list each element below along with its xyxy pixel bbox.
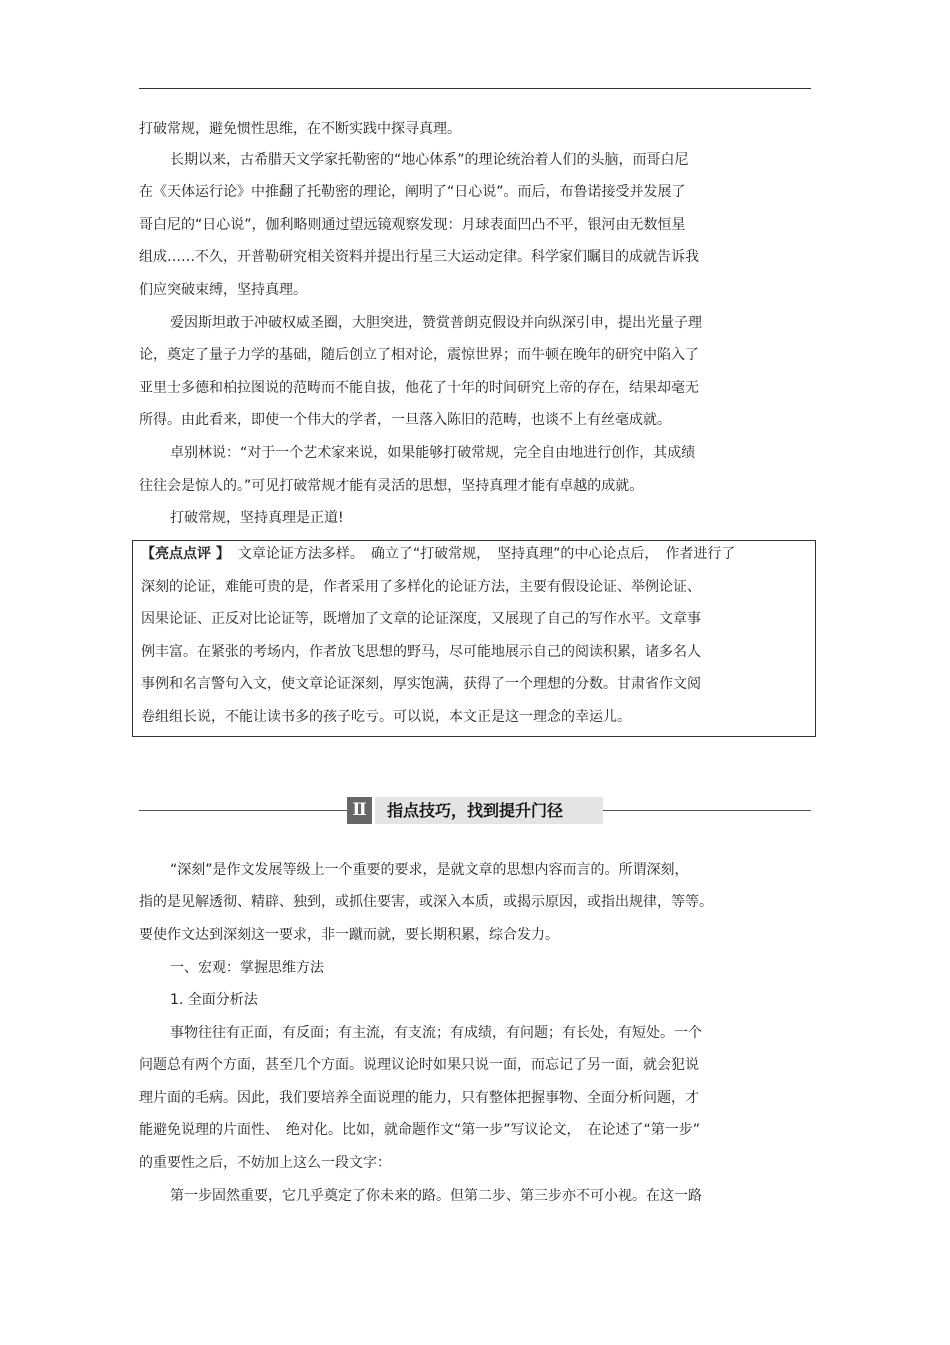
paragraph-line: 论，奠定了量子力学的基础，随后创立了相对论，震惊世界；而牛顿在晚年的研究中陷入了	[139, 347, 699, 363]
paragraph-line: “深刻”是作文发展等级上一个重要的要求，是就文章的思想内容而言的。所谓深刻，	[170, 862, 689, 878]
paragraph-line: 理片面的毛病。因此，我们要培养全面说理的能力，只有整体把握事物、全面分析问题，才	[139, 1090, 699, 1106]
comment-line: 因果论证、正反对比论证等，既增加了文章的论证深度，又展现了自己的写作水平。文章事	[141, 611, 701, 627]
comment-line: 卷组组长说，不能让读书多的孩子吃亏。可以说，本文正是这一理念的幸运儿。	[141, 709, 631, 725]
section-rule-left	[139, 810, 347, 811]
paragraph-line: 打破常规，坚持真理是正道!	[170, 510, 344, 526]
paragraph-line: 爱因斯坦敢于冲破权威圣圈，大胆突进，赞赏普朗克假设并向纵深引申，提出光量子理	[170, 315, 702, 331]
header-rule	[139, 88, 811, 89]
paragraph-line: 在《天体运行论》中推翻了托勒密的理论，阐明了“日心说”。而后，布鲁诺接受并发展了	[139, 184, 686, 200]
comment-line: 深刻的论证，难能可贵的是，作者采用了多样化的论证方法，主要有假设论证、举例论证、	[141, 579, 701, 595]
paragraph-line: 哥白尼的“日心说”，伽利略则通过望远镜观察发现：月球表面凹凸不平，银河由无数恒星	[139, 217, 686, 233]
section-title: 指点技巧，找到提升门径	[375, 797, 603, 824]
section-number-badge: Ⅱ	[347, 797, 372, 824]
paragraph-line: 所得。由此看来，即使一个伟大的学者，一旦落入陈旧的范畴，也谈不上有丝毫成就。	[139, 412, 671, 428]
comment-line: 文章论证方法多样。 确立了“打破常规， 坚持真理”的中心论点后， 作者进行了	[237, 546, 736, 562]
comment-line: 事例和名言警句入文，使文章论证深刻，厚实饱满，获得了一个理想的分数。甘肃省作文阅	[141, 676, 701, 692]
paragraph-line: 事物往往有正面，有反面；有主流，有支流；有成绩，有问题；有长处，有短处。一个	[170, 1025, 702, 1041]
comment-line-first	[141, 545, 735, 563]
paragraph-line: 长期以来，古希腊天文学家托勒密的“地心体系”的理论统治着人们的头脑，而哥白尼	[170, 152, 689, 168]
paragraph-line: 问题总有两个方面，甚至几个方面。说理议论时如果只说一面，而忘记了另一面，就会犯说	[139, 1057, 699, 1073]
comment-tag: 【亮点点评 】	[141, 546, 230, 562]
paragraph-line: 往往会是惊人的。”可见打破常规才能有灵活的思想，坚持真理才能有卓越的成就。	[139, 478, 644, 494]
paragraph-line: 亚里士多德和柏拉图说的范畴而不能自拔，他花了十年的时间研究上帝的存在，结果却毫无	[139, 380, 699, 396]
paragraph-line: 的重要性之后，不妨加上这么一段文字：	[139, 1155, 391, 1171]
paragraph-line: 指的是见解透彻、精辟、独到，或抓住要害，或深入本质，或揭示原因，或指出规律，等等。	[139, 894, 713, 910]
comment-box	[132, 540, 816, 737]
paragraph-line: 能避免说理的片面性、 绝对化。比如，就命题作文“第一步”写议论文， 在论述了“第一步”	[139, 1122, 701, 1138]
paragraph-line: 第一步固然重要，它几乎奠定了你未来的路。但第二步、第三步亦不可小视。在这一路	[170, 1188, 702, 1204]
subheading: 1. 全面分析法	[170, 992, 258, 1008]
paragraph-line: 打破常规，避免惯性思维，在不断实践中探寻真理。	[139, 121, 461, 137]
paragraph-line: 卓别林说：“对于一个艺术家来说，如果能够打破常规，完全自由地进行创作，其成绩	[170, 445, 696, 461]
section-rule-right	[603, 810, 811, 811]
comment-line: 例丰富。在紧张的考场内，作者放飞思想的野马，尽可能地展示自己的阅读积累，诸多名人	[141, 644, 701, 660]
paragraph-line: 们应突破束缚，坚持真理。	[139, 282, 307, 298]
paragraph-line: 组成……不久，开普勒研究相关资料并提出行星三大运动定律。科学家们瞩目的成就告诉我	[139, 249, 699, 265]
paragraph-line: 要使作文达到深刻这一要求，非一蹴而就，要长期积累，综合发力。	[139, 927, 559, 943]
subheading: 一、宏观：掌握思维方法	[170, 960, 324, 976]
